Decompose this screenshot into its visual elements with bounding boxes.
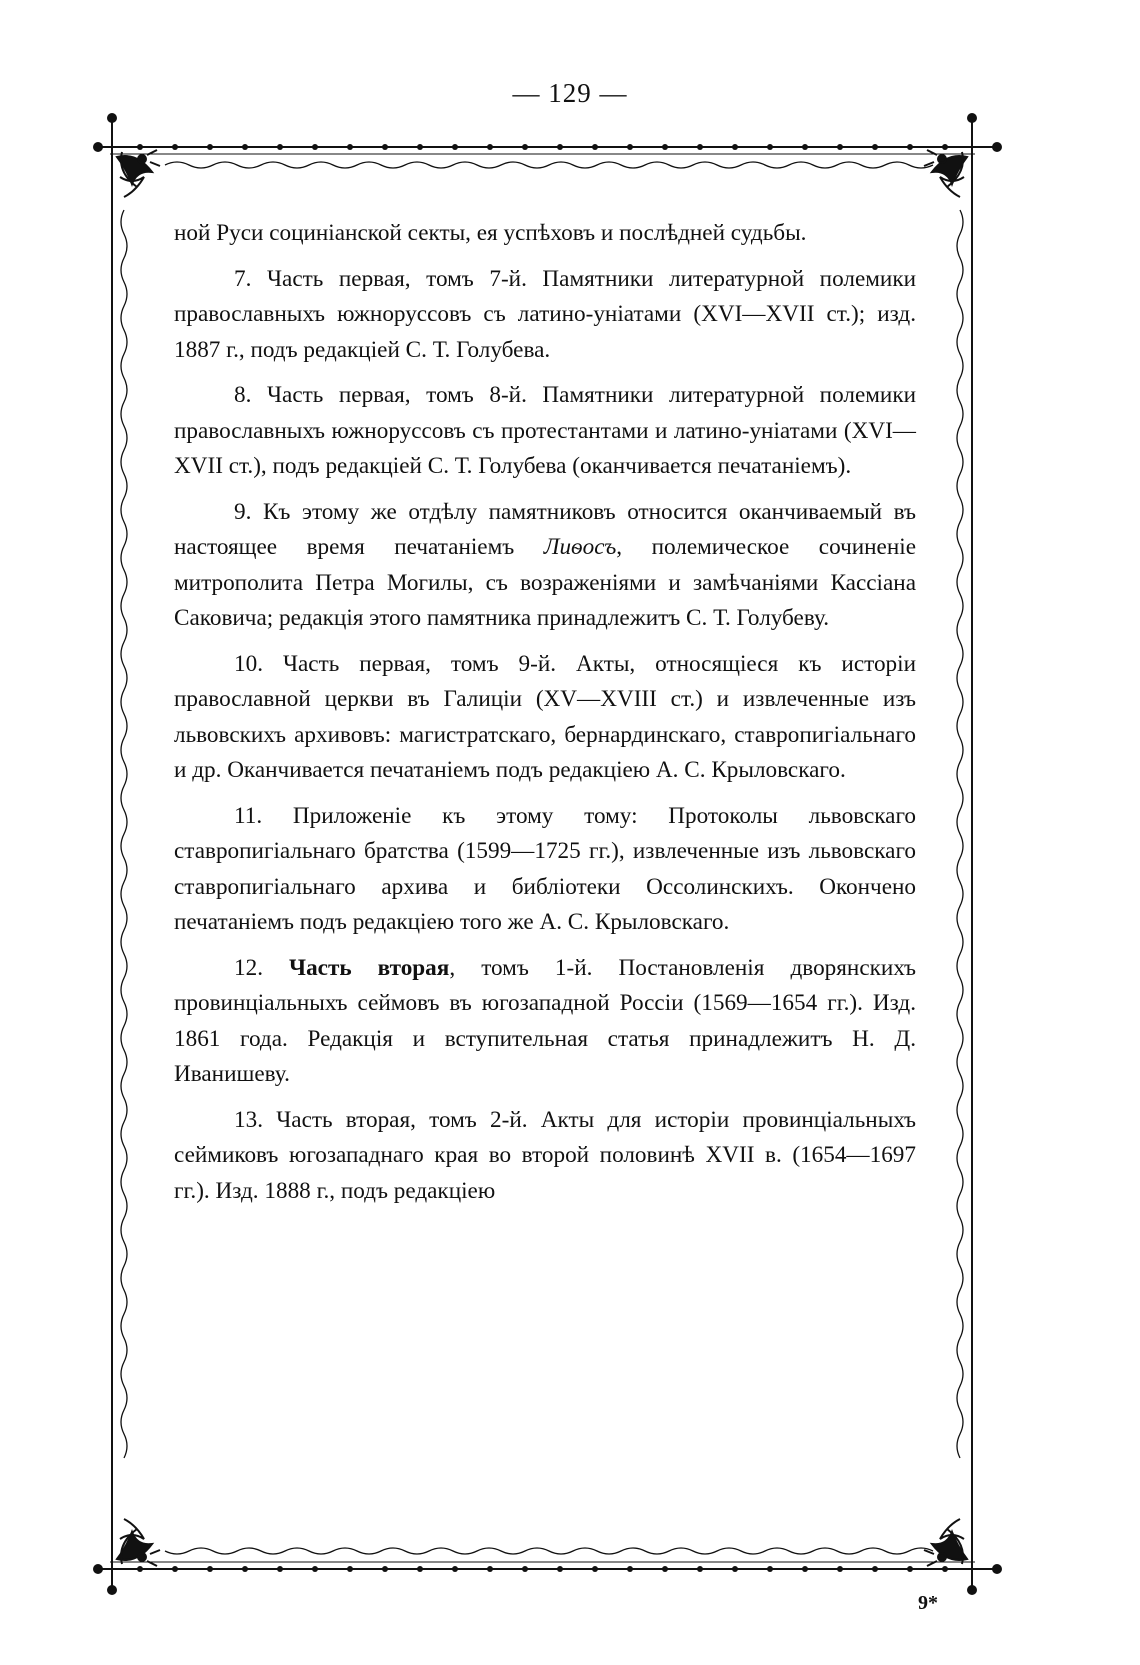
page-number: — 129 — xyxy=(512,78,628,108)
paragraph-item-11: 11. Приложеніе къ этому тому: Протоколы львовскаго ставропигіальнаго братства (1599—1725 гг.), извлеченные изъ львовскаго ставропигіальнаго архива и библіотеки Оссолинскихъ. Окончено печатаніемъ подъ редакціею того же А. С. Крыловскаго. xyxy=(174,802,916,935)
signature-mark: 9* xyxy=(918,1592,938,1614)
item-12-number: 12. xyxy=(234,954,290,981)
item-12-bold-heading: Часть вторая xyxy=(289,954,450,981)
item-12-text-after: , томъ 1-й. Постановленія дворянскихъ провинціальныхъ сеймовъ въ югозападной Россіи (1569—1654 гг.). Изд. 1861 года. Редакція и вступительная статья принадлежитъ Н. Д. Иванишеву. xyxy=(174,954,916,1087)
paragraph-item-7: 7. Часть первая, томъ 7-й. Памятники литературной полемики православныхъ южноруссовъ съ латино-уніатами (XVI—XVII ст.); изд. 1887 г., подъ редакціей С. Т. Голубева. xyxy=(174,265,916,363)
item-9-text-before: 9. Къ этому же отдѣлу памятниковъ относится оканчиваемый въ настоящее время печатаніемъ xyxy=(174,498,916,560)
paragraph-item-9 xyxy=(174,495,916,637)
paragraph-item-8: 8. Часть первая, томъ 8-й. Памятники литературной полемики православныхъ южноруссовъ съ протестантами и латино-уніатами (XVI—XVII ст.), подъ редакціей С. Т. Голубева (оканчивается печатаніемъ). xyxy=(174,382,916,479)
item-9-title-italic: Лиѳосъ xyxy=(543,534,617,560)
paragraph-item-13: 13. Часть вторая, томъ 2-й. Акты для исторіи провинціальныхъ сеймиковъ югозападнаго края во второй половинѣ XVII в. (1654—1697 гг.). Изд. 1888 г., подъ редакціею xyxy=(174,1106,916,1204)
item-9-text-after: , полемическое сочиненіе митрополита Петра Могилы, съ возраженіями и замѣчаніями Кассіана Саковича; редакція этого памятника принадлежитъ С. Т. Голубеву. xyxy=(174,534,916,631)
paragraph-item-12 xyxy=(174,951,916,1093)
paragraph-continuation: ной Руси социніанской секты, ея успѣховъ и послѣдней судьбы. xyxy=(174,220,807,246)
paragraph-item-10: 10. Часть первая, томъ 9-й. Акты, относящіеся къ исторіи православной церкви въ Галиціи (XV—XVIII ст.) и извлеченные изъ львовскихъ архивовъ: магистратскаго, бернардинскаго, ставропигіальнаго и др. Оканчивается печатаніемъ подъ редакціею А. С. Крыловскаго. xyxy=(174,650,916,783)
body-text xyxy=(174,216,916,1219)
